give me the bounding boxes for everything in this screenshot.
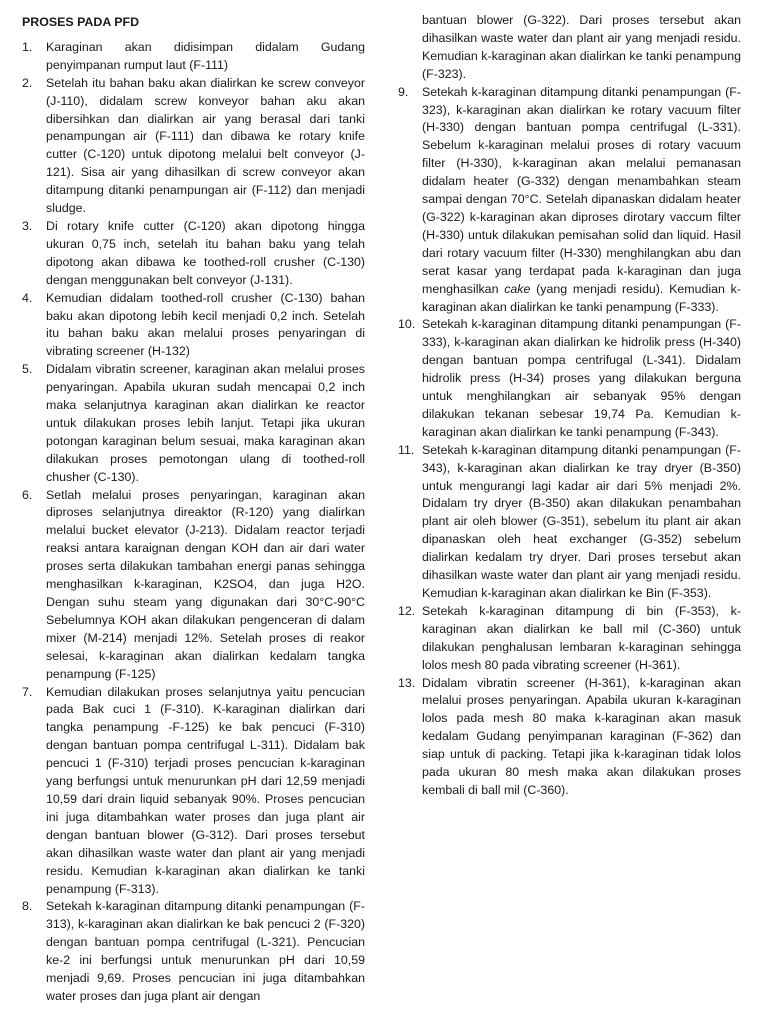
item-text: Di rotary knife cutter (C-120) akan dipotong hingga ukuran 0,75 inch, setelah itu bahan baku yang telah dipotong akan dibawa ke toothed-roll crusher (C-130) dengan menggunakan belt conveyor (J-131). [46, 218, 365, 287]
item-number: 4. [22, 290, 33, 305]
item-text: Didalam vibratin screener, karaginan akan melalui proses penyaringan. Apabila ukuran sudah mencapai 0,2 inch maka selanjutnya karaginan akan dialirkan ke reactor untuk dilakukan proses lebih lanjut. Tetapi jika ukuran potongan karaginan belum sesuai, maka karaginan akan dilakukan proses pemotongan ulang di toothed-roll chusher (C-130). [46, 362, 365, 484]
item-number: 2. [22, 75, 33, 90]
list-item [398, 84, 741, 317]
item-text-part: Setekah k-karaginan ditampung ditanki penampungan (F-323), k-karaginan akan dialirkan ke rotary vacuum filter (H-330) dengan bantuan pompa centrifugal (L-331). Sebelum k-karaginan melalui proses di rotary vacuum filter (H-330), k-karaginan akan melalui pemanasan didalam heater (G-332) dengan menambahkan steam sampai dengan 70°C. Setelah dipanaskan didalam heater (G-322) k-karaginan akan diproses dirotary vaccum filter (H-330) untuk dilakukan pemisahan solid dan liquid. Hasil dari rotary vacuum filter (H-330) menghilangkan abu dan serat kasar yang terdapat pada k-karaginan dan juga menghasilkan [422, 84, 741, 296]
item-number: 6. [22, 487, 33, 502]
item-text: Setelah itu bahan baku akan dialirkan ke screw conveyor (J-110), didalam screw konveyor bahan aku akan dibersihkan dan dialirkan air yang berasal dari tanki penampungan air (F-111) dan dibawa ke rotary knife cutter (C-120) untuk dipotong melalui belt conveyor (J-121). Sisa air yang dihasilkan di screw conveyor akan ditampung ditanki penampungan air (F-112) dan menjadi sludge. [46, 75, 365, 216]
item-text: Karaginan akan didisimpan didalam Gudang penyimpanan rumput laut (F-111) [46, 39, 365, 72]
item-text: Setekah k-karaginan ditampung ditanki penampungan (F-343), k-karaginan akan dialirkan ke tray dryer (B-350) untuk mengurangi lagi kadar air dari 5% menjadi 2%. Didalam try dryer (B-350) akan dilakukan penambahan plant air oleh blower (G-351), sebelum itu plant air akan dipanaskan oleh heat exchanger (G-352) sebelum dialirkan kedalam try dryer. Dari proses tersebut akan dihasilkan waste water dan plant air yang menjadi residu. Kemudian k-karaginan akan dialirkan ke Bin (F-353). [422, 442, 741, 600]
list-item [398, 675, 741, 800]
item-text-part: (yang menjadi residu). Kemudian k-karaginan akan dialirkan ke tanki penampung (F-333). [422, 281, 741, 314]
item-text: Setlah melalui proses penyaringan, karaginan akan diproses selanjutnya direaktor (R-120) yang dialirkan melalui bucket elevator (J-213). Didalam reactor terjadi reaksi antara karaignan dengan KOH dan air dari water proses serta dilakukan tambahan energi panas sehingga menghasilkan k-karaginan, K2SO4, dan juga H2O. Dengan suhu steam yang digunakan dari 30°C-90°C Sebelumnya KOH akan dilakukan pengenceran di dalam mixer (M-214) menjadi 12%. Setelah proses di reakor selesai, k-karaginan akan dialirkan kedalam tangka penampung (F-125) [46, 487, 365, 681]
document-title: PROSES PADA PFD [22, 15, 140, 29]
list-item [22, 39, 365, 75]
list-item [398, 603, 741, 675]
item-number: 7. [22, 684, 33, 699]
item-number: 3. [22, 218, 33, 233]
left-column [22, 12, 365, 1006]
list-item [22, 684, 365, 899]
list-item [22, 290, 365, 362]
item-number: 12. [398, 603, 416, 618]
item-text: Kemudian didalam toothed-roll crusher (C-130) bahan baku akan dipotong lebih kecil menjadi 0,2 inch. Setelah itu bahan baku akan melalui proses penyaringan di vibrating screener (H-132) [46, 290, 365, 359]
item-text [422, 85, 741, 314]
list-item [398, 442, 741, 603]
list-item [22, 75, 365, 218]
list-item [22, 218, 365, 290]
item-number: 8. [22, 899, 33, 914]
item-number: 5. [22, 362, 33, 377]
right-column [398, 12, 741, 800]
list-item [22, 361, 365, 486]
item-text: Didalam vibratin screener (H-361), k-karaginan akan melalui proses penyaringan. Apabila ukuran k-karaginan lolos pada mesh 80 maka k-karaginan akan masuk kedalam Gudang penyimpanan karaginan (F-362) dan siap untuk di packing. Tetapi jika k-karaginan tidak lolos pada ukuran 80 mesh maka akan dilakukan proses kembali di ball mil (C-360). [422, 675, 741, 797]
item-text: bantuan blower (G-322). Dari proses tersebut akan dihasilkan waste water dan plant air yang menjadi residu. Kemudian k-karaginan akan dialirkan ke tanki penampung (F-323). [422, 13, 741, 81]
list-item [22, 898, 365, 1005]
item-text: Kemudian dilakukan proses selanjutnya yaitu pencucian pada Bak cuci 1 (F-310). K-karaginan dialirkan dari tangka penampung -F-125) ke bak pencuci (F-310) dengan bantuan pompa centrifugal L-311). Didalam bak pencuci 1 (F-310) terjadi proses pencucian k-karaginan yang berfungsi untuk menurunkan pH dari 12,59 menjadi 10,59 dari drain liquid sebanyak 90%. Proses pencucian ini juga ditambahkan water proses dan juga plant air dengan bantuan blower (G-312). Dari proses tersebut akan dihasilkan waste water dan plant air yang menjadi residu. Kemudian k-karaginan akan dialirkan ke tanki penampung (F-313). [46, 684, 365, 896]
italic-term: cake [504, 281, 531, 296]
item-text: Setekah k-karaginan ditampung ditanki penampungan (F-333), k-karaginan akan dialirkan ke hidrolik press (H-340) dengan bantuan pompa centrifugal (L-341). Didalam hidrolik press (H-34) proses yang dilakukan berguna untuk menghilangkan air sebanyak 95% dengan dilakukan tekanan sebesar 19,74 Pa. Kemudian k-karaginan akan dialirkan ke tanki penampung (F-343). [422, 317, 741, 439]
item-text: Setekah k-karaginan ditampung di bin (F-353), k-karaginan akan dialirkan ke ball mil (C-360) untuk dilakukan penghalusan lembaran k-karaginan sehingga lolos mesh 80 pada vibrating screener (H-361). [422, 603, 741, 672]
list-item [22, 487, 365, 684]
item-number: 13. [398, 675, 416, 690]
list-item [398, 316, 741, 441]
item-number: 11. [398, 442, 415, 457]
item-number: 1. [22, 39, 33, 54]
item-number: 10. [398, 317, 416, 332]
list-item-continued [398, 12, 741, 84]
item-number: 9. [398, 84, 409, 99]
item-text: Setekah k-karaginan ditampung ditanki penampungan (F-313), k-karaginan akan dialirkan ke bak pencuci 2 (F-320) dengan bantuan pompa centrifugal (L-321). Pencucian ke-2 ini berfungsi untuk menurunkan pH dari 10,59 menjadi 9,69. Proses pencucian ini juga ditambahkan water proses dan juga plant air dengan [46, 899, 365, 1003]
